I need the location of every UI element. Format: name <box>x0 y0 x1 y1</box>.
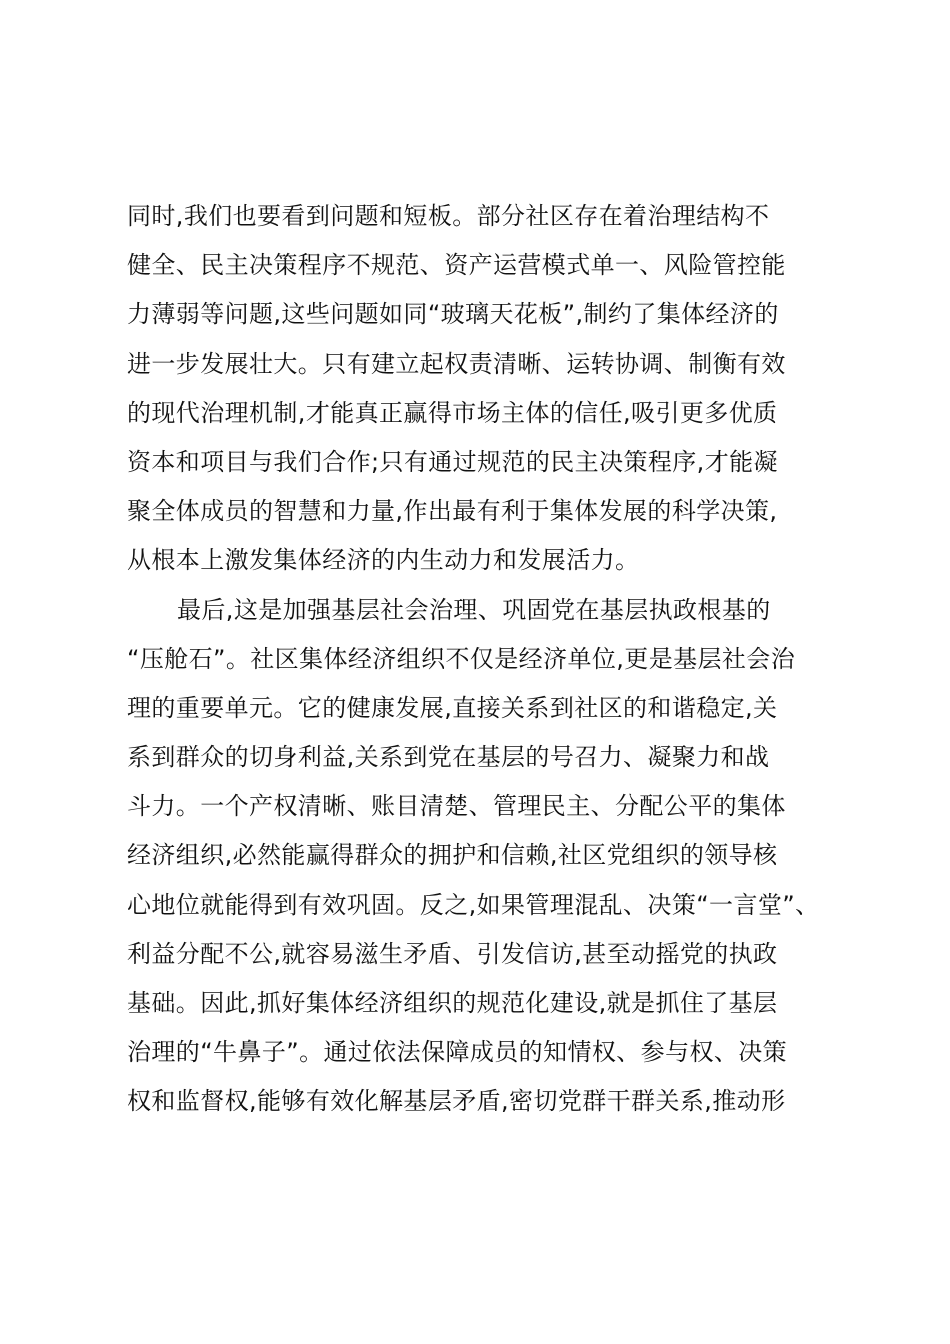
paragraph-line: 力薄弱等问题,这些问题如同“玻璃天花板”,制约了集体经济的 <box>127 300 779 329</box>
paragraph-line: 经济组织,必然能赢得群众的拥护和信赖,社区党组织的领导核 <box>127 841 778 870</box>
paragraph-line: 权和监督权,能够有效化解基层矛盾,密切党群干群关系,推动形 <box>127 1087 786 1116</box>
paragraph-line: 同时,我们也要看到问题和短板。部分社区存在着治理结构不 <box>127 202 770 230</box>
paragraph-1 <box>127 192 847 586</box>
paragraph-line: 从根本上激发集体经济的内生动力和发展活力。 <box>127 546 640 575</box>
paragraph-line: 治理的“牛鼻子”。通过依法保障成员的知情权、参与权、决策 <box>127 1038 788 1067</box>
paragraph-2 <box>127 586 847 1127</box>
paragraph-line: 健全、民主决策程序不规范、资产运营模式单一、风险管控能 <box>127 251 786 280</box>
paragraph-line: 斗力。一个产权清晰、账目清楚、管理民主、分配公平的集体 <box>127 792 786 821</box>
paragraph-line: 资本和项目与我们合作;只有通过规范的民主决策程序,才能凝 <box>127 447 778 476</box>
paragraph-line: 利益分配不公,就容易滋生矛盾、引发信访,甚至动摇党的执政 <box>127 939 778 968</box>
paragraph-line: “压舱石”。社区集体经济组织不仅是经济单位,更是基层社会治 <box>127 644 796 673</box>
paragraph-line: 的现代治理机制,才能真正赢得市场主体的信任,吸引更多优质 <box>127 398 778 427</box>
document-body <box>127 192 847 1127</box>
paragraph-line: 心地位就能得到有效巩固。反之,如果管理混乱、决策“一言堂”、 <box>127 890 820 919</box>
paragraph-line: 基础。因此,抓好集体经济组织的规范化建设,就是抓住了基层 <box>127 989 778 1017</box>
paragraph-line: 理的重要单元。它的健康发展,直接关系到社区的和谐稳定,关 <box>127 693 778 722</box>
paragraph-line: 进一步发展壮大。只有建立起权责清晰、运转协调、制衡有效 <box>127 349 786 378</box>
paragraph-line: 最后,这是加强基层社会治理、巩固党在基层执政根基的 <box>177 595 771 624</box>
paragraph-line: 聚全体成员的智慧和力量,作出最有利于集体发展的科学决策, <box>127 497 778 526</box>
paragraph-line: 系到群众的切身利益,关系到党在基层的号召力、凝聚力和战 <box>127 743 770 772</box>
